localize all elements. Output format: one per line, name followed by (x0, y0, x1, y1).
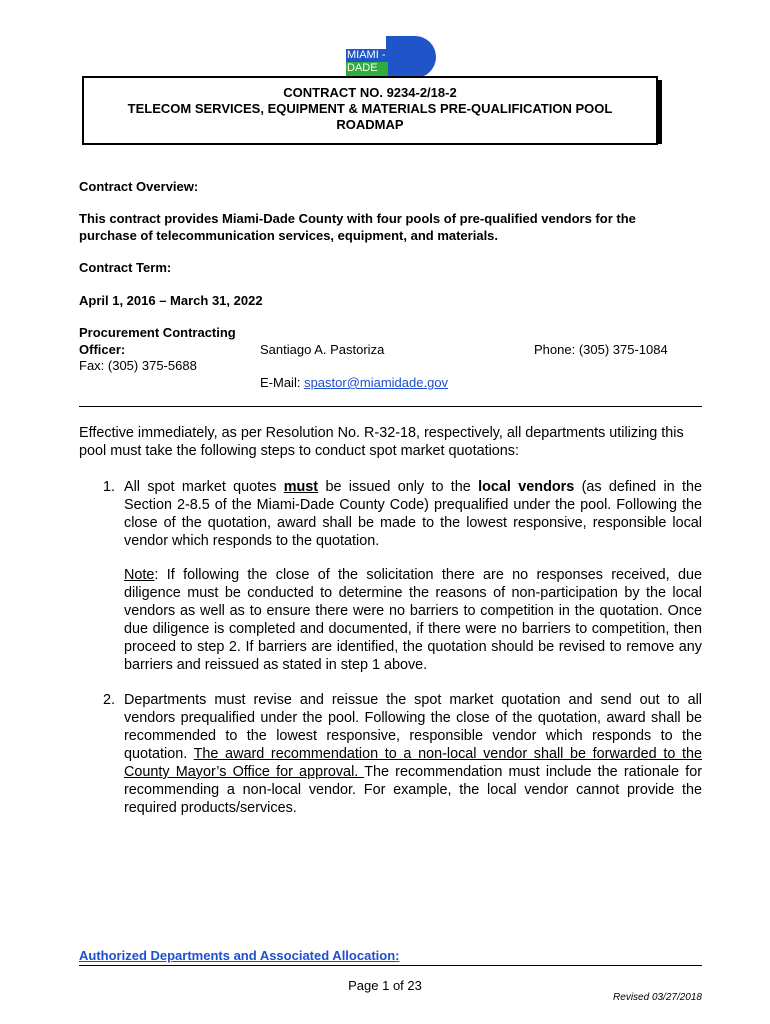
logo-text: MIAMI - DADE (347, 49, 386, 74)
officer-label-line2: Officer: (79, 342, 126, 357)
contract-name: TELECOM SERVICES, EQUIPMENT & MATERIALS PRE-QUALIFICATION POOL (127, 101, 613, 116)
miami-dade-logo (346, 36, 438, 78)
divider (79, 406, 702, 407)
officer-phone: Phone: (305) 375-1084 (534, 342, 668, 357)
revised-date: Revised 03/27/2018 (613, 992, 702, 1003)
intro-paragraph: Effective immediately, as per Resolution No. R-32-18, respectively, all departments utilizing this pool must take the following steps to conduct spot market quotations: (79, 425, 684, 459)
step-1-text (124, 478, 702, 550)
footer-divider (79, 965, 702, 966)
contract-number: CONTRACT NO. 9234-2/18-2 (283, 85, 457, 100)
step-1-local-vendors: local vendors (478, 479, 575, 495)
step-2-part-b: The recommendation must include the rationale for recommending a non-local vendor. For example, the local vendor cannot provide the required products/services. (124, 764, 703, 816)
officer-label-line1: Procurement Contracting (79, 325, 236, 340)
step-1-number: 1. (103, 479, 116, 495)
email-link[interactable]: spastor@miamidade.gov (304, 375, 449, 390)
step-1-part-a: All spot market quotes (124, 479, 284, 495)
overview-heading: Contract Overview: (79, 179, 199, 194)
officer-email-row (260, 374, 448, 391)
step-2-part-a: Departments must revise and reissue the spot market quotation and send out to all vendors prequalified under the pool. Following the close of the quotation, award shall be recommended to the lowest responsive, responsible vendor which responds to the quotation. (124, 692, 702, 762)
officer-fax: Fax: (305) 375-5688 (79, 358, 197, 373)
term-dates: April 1, 2016 – March 31, 2022 (79, 293, 263, 308)
authorized-departments-heading: Authorized Departments and Associated Allocation: (79, 948, 400, 963)
document-type: ROADMAP (336, 117, 404, 132)
step-1-must: must (283, 479, 319, 495)
step-1-part-b: be issued only to the (318, 479, 479, 495)
term-heading: Contract Term: (79, 260, 172, 275)
title-box (82, 76, 658, 145)
email-label: E-Mail: (260, 375, 305, 390)
note-paragraph (124, 566, 702, 674)
note-text: : If following the close of the solicitation there are no responses received, due diligence must be conducted to determine the reasons of non-participation by the local vendors as well as to ensure there were no barriers to competition in the quotation. Once due diligence is completed and documented, if there were no barriers to competition, then proceed to step 2. If barriers are identified, the quotation should be revised to remove any barriers and reissued as stated in step 1 above. (124, 567, 702, 673)
officer-name: Santiago A. Pastoriza (260, 342, 385, 357)
overview-text: This contract provides Miami-Dade County with four pools of pre-qualified vendors for the purchase of telecommunication services, equipment, and materials. (79, 211, 636, 243)
step-2-text (124, 691, 702, 817)
step-1-part-c: (as defined in the Section 2-8.5 of the Miami-Dade County Code) prequalified under the pool. Following the close of the quotation, award shall be made to the lowest responsive, responsible local vendor which responds to the quotation. (124, 479, 703, 549)
step-2-number: 2. (103, 692, 116, 708)
page-number: Page 1 of 23 (348, 978, 422, 993)
step-2-underlined: The award recommendation to a non-local vendor shall be forwarded to the County Mayor’s Office for approval. (124, 746, 702, 780)
note-label: Note (124, 567, 155, 583)
